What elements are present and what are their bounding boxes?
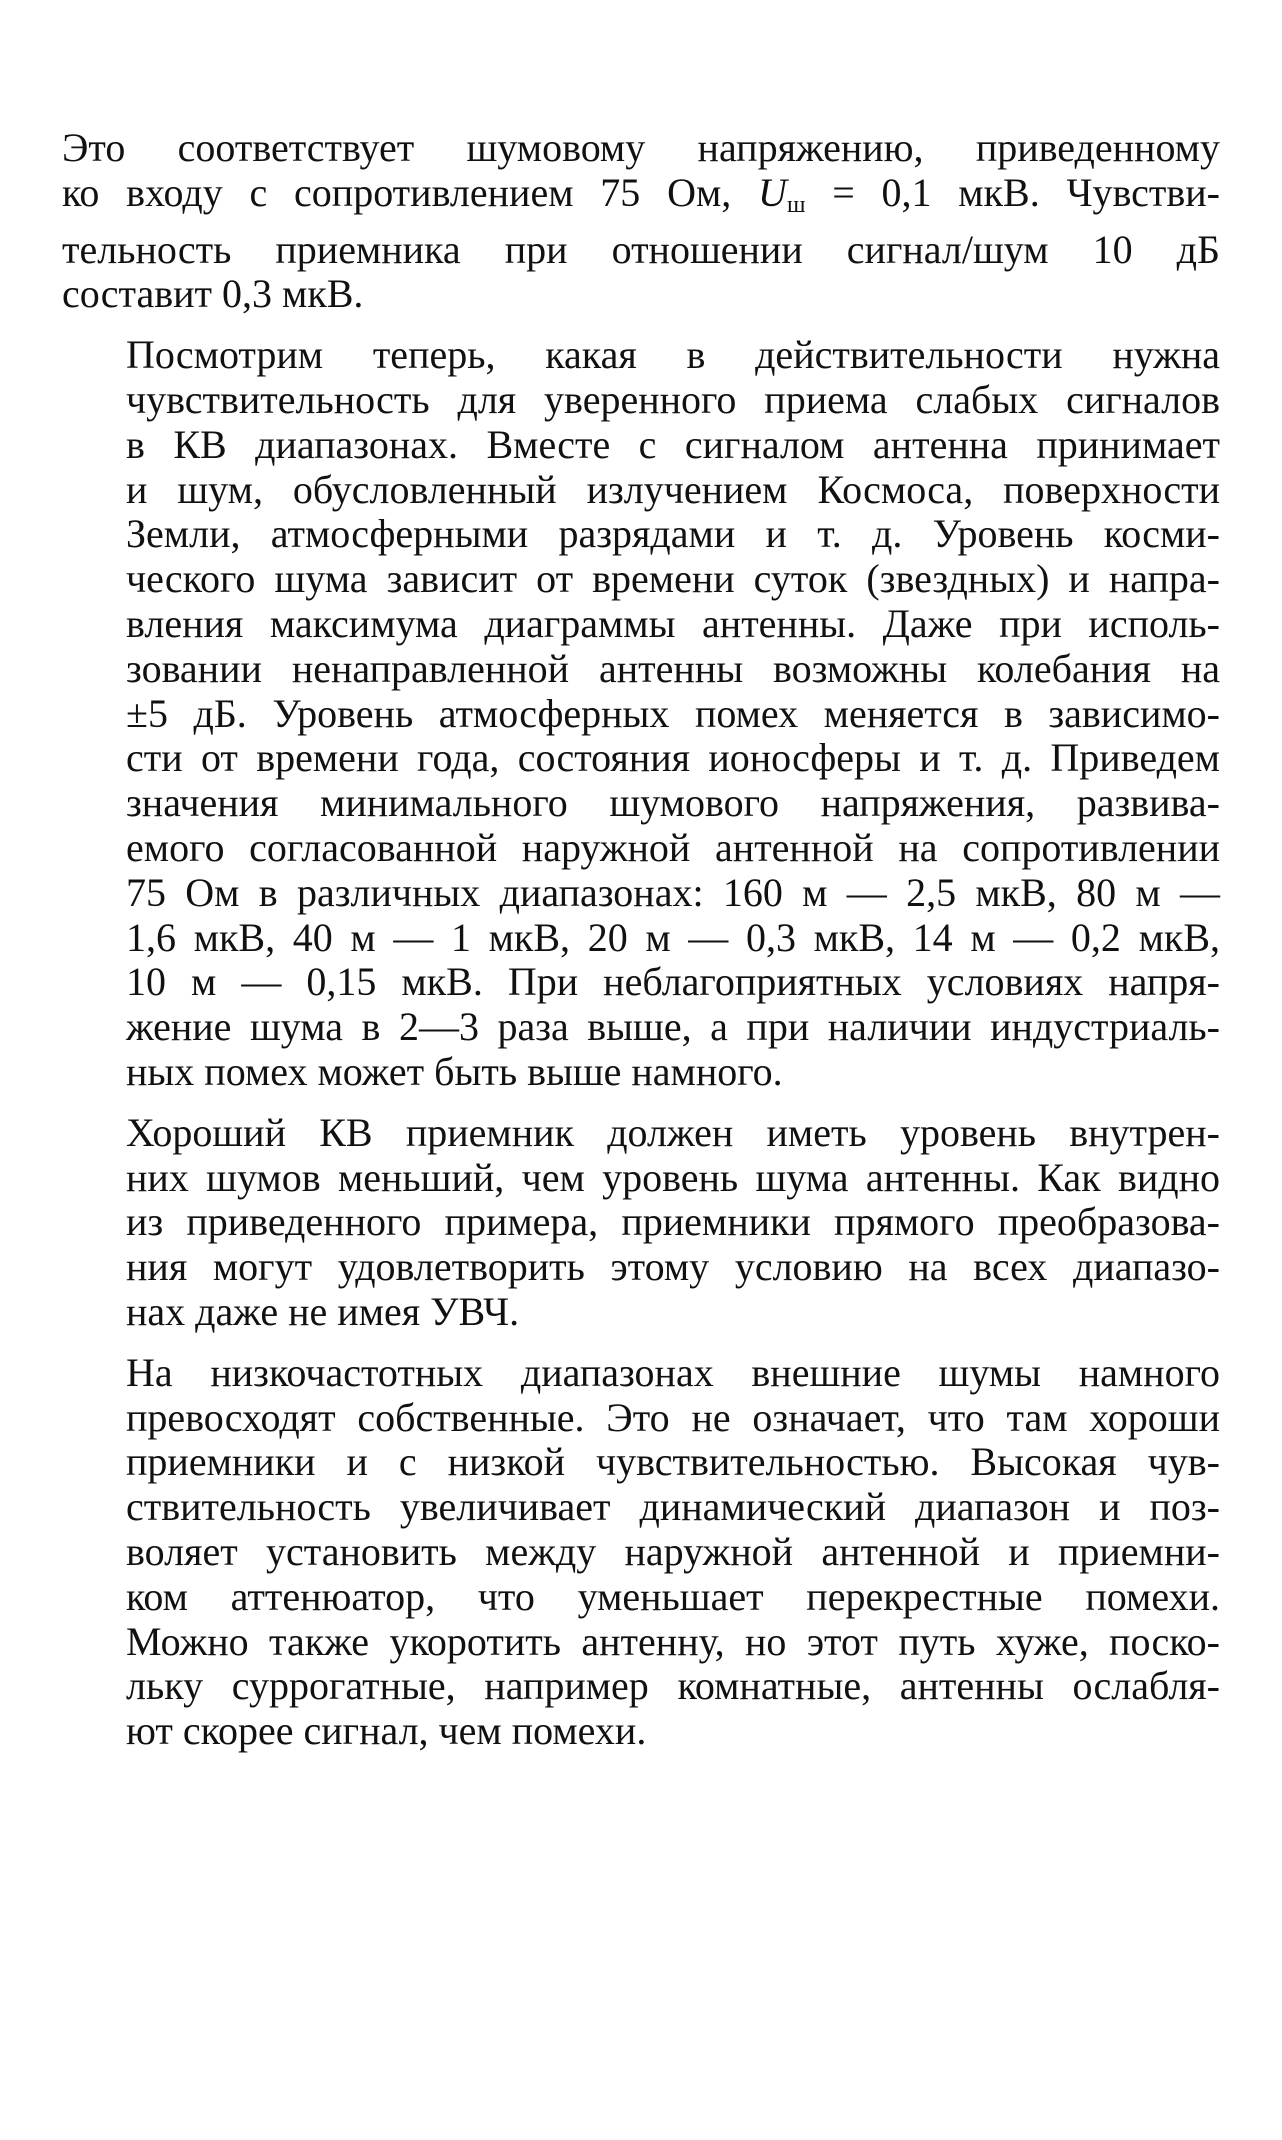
paragraph-2 [62,333,1220,1095]
text-line: Это соответствует шумовому напряжению, приведенному [62,125,1220,170]
formula-subscript: ш [786,191,806,218]
text-line: ческого шума зависит от времени суток (звездных) и напра- [126,556,1220,602]
text-line: превосходят собственные. Это не означает, что там хороши [126,1394,1220,1440]
text-line: в КВ диапазонах. Вместе с сигналом антенна принимает [126,421,1220,467]
text-line: ния могут удовлетворить этому условию на всех диапазо- [126,1244,1220,1290]
text-line: ют скорее сигнал, чем помехи. [126,1708,647,1754]
paragraph-4 [62,1351,1220,1754]
text-line: нах даже не имея УВЧ. [126,1288,520,1334]
text-line: зовании ненаправленной антенны возможны колебания на [126,645,1220,691]
text-line: Можно также укоротить антенну, но этот путь хуже, поско- [126,1618,1220,1664]
document-page [62,126,1220,1770]
text-line: жение шума в 2—3 раза выше, а при наличии индустриаль- [126,1004,1220,1050]
text-line: приемники и с низкой чувствительностью. Высокая чув- [126,1439,1220,1485]
text-line: емого согласованной наружной антенной на сопротивлении [126,824,1220,870]
text-line: чувствительность для уверенного приема слабых сигналов [126,376,1220,422]
text-line: вления максимума диаграммы антенны. Даже при исполь- [126,600,1220,646]
text-line: Земли, атмосферными разрядами и т. д. Уровень косми- [126,511,1220,557]
text-line: них шумов меньший, чем уровень шума антенны. Как видно [126,1154,1220,1200]
text-line: 10 м — 0,15 мкВ. При неблагоприятных условиях напря- [126,959,1220,1005]
text-line: составит 0,3 мкВ. [62,271,364,317]
text-line: ком аттенюатор, что уменьшает перекрестные помехи. [126,1573,1220,1619]
paragraph-1 [62,126,1220,317]
text-line: На низкочастотных диапазонах внешние шумы намного [126,1349,1220,1395]
text-line: Хороший КВ приемник должен иметь уровень внутрен- [126,1109,1220,1155]
text-line: 1,6 мкВ, 40 м — 1 мкВ, 20 м — 0,3 мкВ, 14 м — 0,2 мкВ, [126,914,1220,960]
text-line: воляет установить между наружной антенной и приемни- [126,1528,1220,1574]
text-line: ствительность увеличивает динамический диапазон и поз- [126,1484,1220,1530]
text-line-with-formula: ко входу с сопротивлением 75 Ом, $U_ш = 0,1$ мкВ. Чувстви- [62,169,1221,218]
text-line: и шум, обусловленный излучением Космоса, поверхности [126,466,1220,512]
text-line: ±5 дБ. Уровень атмосферных помех меняется в зависимо- [126,690,1220,736]
paragraph-3 [62,1111,1220,1335]
text-line: ных помех может быть выше намного. [126,1048,783,1094]
text-line: тельность приемника при отношении сигнал/шум 10 дБ [62,226,1220,272]
formula-symbol: U [758,169,787,215]
text-line: из приведенного примера, приемники прямого преобразова- [126,1199,1220,1245]
text-line: Посмотрим теперь, какая в действительности нужна [126,332,1220,378]
text-line: льку суррогатные, например комнатные, антенны ослабля- [126,1663,1220,1709]
text-line: значения минимального шумового напряжения, развива- [126,780,1220,826]
text-line: 75 Ом в различных диапазонах: 160 м — 2,5 мкВ, 80 м — [126,869,1220,915]
text-line: сти от времени года, состояния ионосферы и т. д. Приведем [126,735,1220,781]
